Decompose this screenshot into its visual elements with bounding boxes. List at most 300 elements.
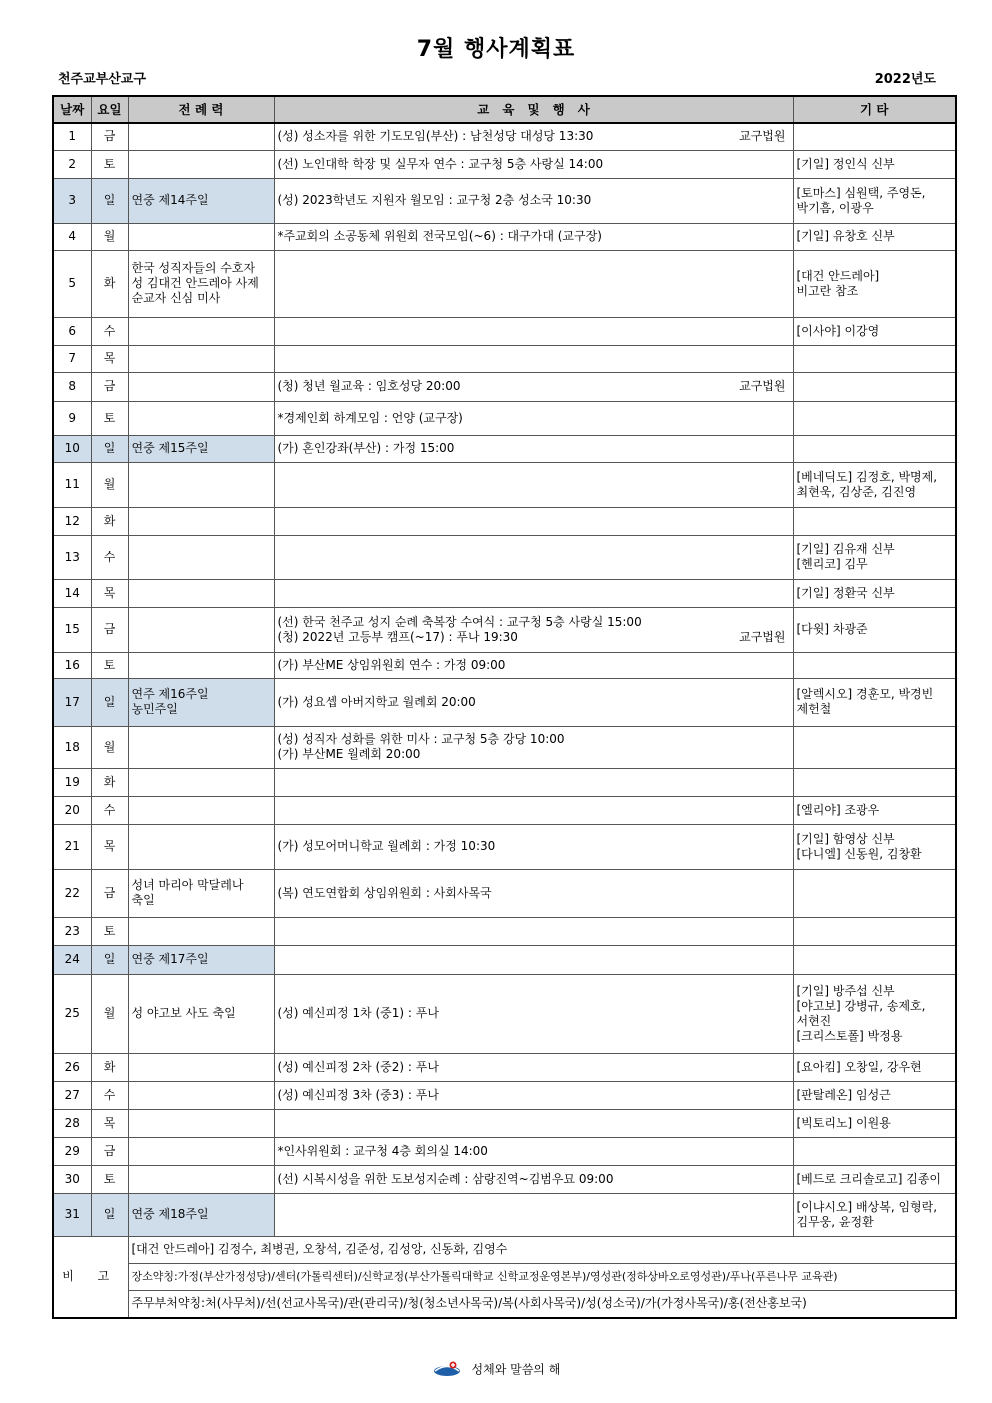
etc-cell (793, 652, 956, 678)
education-cell (274, 223, 793, 250)
etc-cell (793, 435, 956, 462)
event-location-note (786, 747, 790, 762)
etc-line: [다윗] 차광준 (796, 622, 868, 636)
etc-cell (793, 250, 956, 317)
education-cell (274, 652, 793, 678)
schedule-row (53, 768, 956, 796)
date-cell: 21 (53, 824, 91, 869)
header-row (53, 96, 956, 123)
etc-cell (793, 1109, 956, 1137)
date-cell: 16 (53, 652, 91, 678)
etc-line: 비고란 참조 (796, 283, 859, 298)
event-location-note (786, 157, 790, 172)
day-cell: 일 (91, 178, 128, 223)
etc-cell (793, 945, 956, 974)
header-education: 교 육 및 행 사 (274, 96, 793, 123)
etc-line: [기일] 유창호 신부 (796, 229, 895, 243)
date-cell: 12 (53, 507, 91, 535)
education-cell (274, 824, 793, 869)
liturgy-line: 축일 (131, 893, 155, 907)
etc-line: [헨리코] 김무 (796, 557, 868, 571)
education-cell (274, 1081, 793, 1109)
schedule-row (53, 317, 956, 345)
schedule-row (53, 579, 956, 607)
day-cell: 금 (91, 123, 128, 150)
liturgy-line: 성 야고보 사도 축일 (131, 1006, 236, 1020)
date-cell: 30 (53, 1165, 91, 1193)
liturgy-line: 순교자 신심 미사 (131, 291, 221, 305)
etc-cell (793, 401, 956, 435)
date-cell: 28 (53, 1109, 91, 1137)
liturgy-cell (128, 535, 274, 579)
etc-cell (793, 123, 956, 150)
day-cell: 토 (91, 401, 128, 435)
event-line (278, 129, 790, 144)
liturgy-cell (128, 1081, 274, 1109)
education-cell (274, 607, 793, 652)
event-text: (성) 성직자 성화를 위한 미사 : 교구청 5층 강당 10:00 (277, 732, 565, 746)
liturgy-cell (128, 1053, 274, 1081)
date-cell: 19 (53, 768, 91, 796)
schedule-row (53, 435, 956, 462)
etc-line: [알렉시오] 경훈모, 박경빈 (796, 687, 934, 701)
education-cell (274, 1165, 793, 1193)
organization-name: 천주교부산교구 (58, 72, 146, 87)
date-cell: 18 (53, 726, 91, 768)
day-cell: 토 (91, 150, 128, 178)
liturgy-cell (128, 652, 274, 678)
remarks-section (53, 1236, 956, 1318)
etc-line: [베네딕도] 김정호, 박명제, (796, 469, 938, 484)
event-line (278, 658, 790, 673)
event-line (278, 1144, 790, 1159)
schedule-row (53, 1137, 956, 1165)
education-cell (274, 178, 793, 223)
etc-line: [크리스토폴] 박정용 (796, 1028, 903, 1043)
day-cell: 목 (91, 824, 128, 869)
event-text: *경제인회 하계모임 : 언양 (교구장) (277, 410, 463, 425)
event-location-note (786, 1088, 790, 1103)
liturgy-cell (128, 250, 274, 317)
education-cell (274, 535, 793, 579)
liturgy-cell (128, 579, 274, 607)
liturgy-line: 연중 제15주일 (131, 441, 209, 455)
liturgy-line: 한국 성직자들의 수호자 (131, 261, 256, 275)
date-cell: 6 (53, 317, 91, 345)
event-location-note (786, 615, 790, 630)
event-line (278, 1006, 790, 1021)
day-cell: 화 (91, 507, 128, 535)
event-line (278, 1088, 790, 1103)
footer (0, 1360, 992, 1378)
etc-cell (793, 726, 956, 768)
education-cell (274, 796, 793, 824)
day-cell: 금 (91, 607, 128, 652)
header-liturgy: 전 례 력 (128, 96, 274, 123)
schedule-row (53, 607, 956, 652)
event-text: (선) 시복시성을 위한 도보성지순례 : 삼랑진역~김범우묘 09:00 (277, 1171, 614, 1186)
day-cell: 월 (91, 974, 128, 1053)
liturgy-cell (128, 768, 274, 796)
schedule-row (53, 345, 956, 372)
event-location-note (786, 411, 790, 426)
date-cell: 29 (53, 1137, 91, 1165)
event-text: *인사위원회 : 교구청 4층 회의실 14:00 (277, 1143, 488, 1158)
schedule-row (53, 1081, 956, 1109)
liturgy-cell (128, 435, 274, 462)
event-line (278, 193, 790, 208)
education-cell (274, 462, 793, 507)
event-text: (성) 2023학년도 지원자 월모임 : 교구청 2층 성소국 10:30 (277, 193, 592, 207)
day-cell: 수 (91, 535, 128, 579)
etc-line: [베드로 크리솔로고] 김종이 (796, 1171, 942, 1186)
event-text: (가) 성요셉 아버지학교 월례회 20:00 (277, 694, 476, 709)
schedule-row (53, 507, 956, 535)
etc-line: [이냐시오] 배상복, 임형락, (796, 1199, 938, 1214)
education-cell (274, 1109, 793, 1137)
date-cell: 10 (53, 435, 91, 462)
etc-cell (793, 796, 956, 824)
etc-line: [다니엘] 신동원, 김창환 (796, 846, 922, 861)
date-cell: 3 (53, 178, 91, 223)
day-cell: 금 (91, 1137, 128, 1165)
date-cell: 4 (53, 223, 91, 250)
date-cell: 1 (53, 123, 91, 150)
event-text: (성) 예신피정 3차 (중3) : 푸나 (277, 1087, 439, 1102)
day-cell: 수 (91, 796, 128, 824)
remark-row (53, 1290, 956, 1318)
schedule-row (53, 726, 956, 768)
date-cell: 9 (53, 401, 91, 435)
date-cell: 17 (53, 678, 91, 726)
education-cell (274, 372, 793, 401)
date-cell: 8 (53, 372, 91, 401)
liturgy-cell (128, 1109, 274, 1137)
etc-cell (793, 372, 956, 401)
etc-cell (793, 150, 956, 178)
event-line (278, 157, 790, 172)
etc-cell (793, 607, 956, 652)
liturgy-line: 성녀 마리아 막달레나 (131, 878, 244, 892)
liturgy-line: 연주 제16주일 (131, 687, 209, 701)
schedule-row (53, 1165, 956, 1193)
day-cell: 목 (91, 579, 128, 607)
education-cell (274, 1193, 793, 1236)
event-text: (가) 부산ME 상임위원회 연수 : 가정 09:00 (277, 657, 506, 672)
education-cell (274, 317, 793, 345)
date-cell: 7 (53, 345, 91, 372)
event-location-note (786, 193, 790, 208)
etc-cell (793, 1165, 956, 1193)
liturgy-cell (128, 607, 274, 652)
event-text: (성) 예신피정 1차 (중1) : 푸나 (277, 1006, 439, 1020)
education-cell (274, 1053, 793, 1081)
event-text: (선) 노인대학 학장 및 실무자 연수 : 교구청 5층 사랑실 14:00 (277, 156, 604, 171)
day-cell: 월 (91, 726, 128, 768)
event-location-note (786, 886, 790, 901)
etc-cell (793, 869, 956, 917)
education-cell (274, 507, 793, 535)
etc-cell (793, 462, 956, 507)
liturgy-cell (128, 917, 274, 945)
education-cell (274, 150, 793, 178)
date-cell: 11 (53, 462, 91, 507)
etc-line: [야고보] 강병규, 송제호, (796, 998, 926, 1013)
jubilee-logo-icon (432, 1360, 462, 1378)
etc-line: [대건 안드레아] (796, 268, 880, 283)
etc-cell (793, 178, 956, 223)
remark-line: 주무부처약칭:처(사무처)/선(선교사목국)/관(관리국)/청(청소년사목국)/복(사회사목국)/성(성소국)/가(가정사목국)/홍(전산홍보국) (128, 1290, 956, 1318)
education-cell (274, 579, 793, 607)
etc-cell (793, 824, 956, 869)
liturgy-cell (128, 317, 274, 345)
schedule-body (53, 123, 956, 1236)
event-line (278, 441, 790, 456)
event-location-note (786, 658, 790, 673)
etc-cell (793, 1053, 956, 1081)
event-location-note: 교구법원 (739, 129, 786, 144)
date-cell: 31 (53, 1193, 91, 1236)
event-line (278, 411, 790, 426)
schedule-row (53, 462, 956, 507)
liturgy-line: 성 김대건 안드레아 사제 (131, 276, 259, 290)
event-line (278, 886, 790, 901)
event-text: (가) 성모어머니학교 월례회 : 가정 10:30 (277, 839, 496, 853)
etc-cell (793, 974, 956, 1053)
education-cell (274, 123, 793, 150)
day-cell: 일 (91, 1193, 128, 1236)
event-location-note (786, 732, 790, 747)
education-cell (274, 768, 793, 796)
education-cell (274, 250, 793, 317)
etc-line: 제헌철 (796, 702, 832, 716)
schedule-row (53, 945, 956, 974)
liturgy-cell (128, 150, 274, 178)
schedule-row (53, 250, 956, 317)
liturgy-cell (128, 507, 274, 535)
etc-cell (793, 345, 956, 372)
event-location-note: 교구법원 (739, 629, 786, 644)
etc-line: [기일] 방주섭 신부 (796, 983, 895, 998)
event-line (278, 1060, 790, 1075)
date-cell: 5 (53, 250, 91, 317)
etc-line: 최현욱, 김상준, 김진영 (796, 484, 917, 499)
liturgy-line: 농민주일 (131, 702, 178, 716)
education-cell (274, 401, 793, 435)
liturgy-cell (128, 1137, 274, 1165)
etc-line: 김무웅, 윤정환 (796, 1214, 874, 1229)
day-cell: 수 (91, 317, 128, 345)
liturgy-line: 연중 제18주일 (131, 1207, 209, 1221)
event-text: (청) 2022년 고등부 캠프(~17) : 푸나 19:30 (277, 629, 518, 644)
schedule-row (53, 535, 956, 579)
remarks-label: 비 고 (53, 1236, 128, 1318)
event-line (278, 1172, 790, 1187)
day-cell: 일 (91, 678, 128, 726)
event-text: (선) 한국 천주교 성지 순례 축복장 수여식 : 교구청 5층 사랑실 15:00 (277, 614, 642, 629)
liturgy-cell (128, 869, 274, 917)
etc-line: [엘리야] 조광우 (796, 802, 880, 817)
event-line (278, 229, 790, 244)
schedule-row (53, 917, 956, 945)
event-text: (청) 청년 월교육 : 임호성당 20:00 (277, 379, 461, 393)
schedule-row (53, 123, 956, 150)
schedule-row (53, 1193, 956, 1236)
education-cell (274, 435, 793, 462)
etc-cell (793, 917, 956, 945)
date-cell: 13 (53, 535, 91, 579)
event-text: (성) 예신피정 2차 (중2) : 푸나 (277, 1059, 439, 1074)
schedule-row (53, 372, 956, 401)
schedule-row (53, 150, 956, 178)
header-date: 날짜 (53, 96, 91, 123)
etc-cell (793, 1137, 956, 1165)
date-cell: 25 (53, 974, 91, 1053)
etc-line: [기일] 정환국 신부 (796, 585, 895, 600)
day-cell: 금 (91, 372, 128, 401)
education-cell (274, 974, 793, 1053)
schedule-row (53, 652, 956, 678)
day-cell: 일 (91, 945, 128, 974)
liturgy-cell (128, 345, 274, 372)
etc-cell (793, 317, 956, 345)
event-text: *주교회의 소공동체 위원회 전국모임(~6) : 대구가대 (교구장) (277, 229, 602, 243)
schedule-row (53, 824, 956, 869)
event-line (278, 732, 790, 747)
etc-cell (793, 678, 956, 726)
event-text: (복) 연도연합회 상임위원회 : 사회사목국 (277, 885, 492, 900)
etc-cell (793, 579, 956, 607)
schedule-row (53, 796, 956, 824)
event-line (278, 630, 790, 645)
day-cell: 화 (91, 1053, 128, 1081)
etc-line: [요아킴] 오창일, 강우현 (796, 1059, 922, 1074)
header-day: 요일 (91, 96, 128, 123)
education-cell (274, 945, 793, 974)
date-cell: 26 (53, 1053, 91, 1081)
liturgy-cell (128, 824, 274, 869)
liturgy-cell (128, 1193, 274, 1236)
education-cell (274, 345, 793, 372)
schedule-row (53, 974, 956, 1053)
liturgy-cell (128, 796, 274, 824)
schedule-row (53, 869, 956, 917)
liturgy-cell (128, 1165, 274, 1193)
schedule-row (53, 178, 956, 223)
date-cell: 23 (53, 917, 91, 945)
liturgy-cell (128, 123, 274, 150)
event-location-note (786, 1144, 790, 1159)
liturgy-cell (128, 372, 274, 401)
date-cell: 22 (53, 869, 91, 917)
liturgy-cell (128, 178, 274, 223)
header-etc: 기 타 (793, 96, 956, 123)
etc-line: 서현진 (796, 1013, 832, 1028)
etc-line: [기일] 김유재 신부 (796, 542, 895, 556)
event-location-note: 교구법원 (739, 379, 786, 393)
liturgy-line: 연중 제17주일 (131, 952, 209, 966)
event-text: (가) 혼인강좌(부산) : 가정 15:00 (277, 441, 455, 455)
year-label: 2022년도 (874, 72, 936, 87)
liturgy-cell (128, 974, 274, 1053)
event-line (278, 695, 790, 710)
education-cell (274, 678, 793, 726)
etc-cell (793, 1193, 956, 1236)
day-cell: 화 (91, 250, 128, 317)
etc-line: [이사야] 이강영 (796, 323, 880, 338)
liturgy-cell (128, 462, 274, 507)
liturgy-cell (128, 726, 274, 768)
footer-text: 성체와 말씀의 해 (471, 1362, 561, 1377)
date-cell: 20 (53, 796, 91, 824)
education-cell (274, 726, 793, 768)
education-cell (274, 1137, 793, 1165)
etc-line: [빅토리노] 이원용 (796, 1115, 891, 1130)
schedule-row (53, 1053, 956, 1081)
liturgy-cell (128, 401, 274, 435)
education-cell (274, 869, 793, 917)
schedule-row (53, 678, 956, 726)
day-cell: 화 (91, 768, 128, 796)
day-cell: 목 (91, 345, 128, 372)
event-location-note (786, 441, 790, 456)
date-cell: 2 (53, 150, 91, 178)
liturgy-cell (128, 223, 274, 250)
event-location-note (786, 1006, 790, 1021)
schedule-row (53, 401, 956, 435)
day-cell: 금 (91, 869, 128, 917)
page-title: 7월 행사계획표 (416, 37, 576, 62)
event-text: (성) 성소자를 위한 기도모임(부산) : 남천성당 대성당 13:30 (277, 129, 594, 144)
liturgy-cell (128, 945, 274, 974)
remark-row (53, 1263, 956, 1290)
etc-cell (793, 223, 956, 250)
event-location-note (786, 1060, 790, 1075)
etc-line: [기일] 정인식 신부 (796, 156, 895, 171)
day-cell: 일 (91, 435, 128, 462)
date-cell: 15 (53, 607, 91, 652)
remark-row (53, 1236, 956, 1263)
etc-cell (793, 768, 956, 796)
schedule-row (53, 1109, 956, 1137)
day-cell: 토 (91, 1165, 128, 1193)
day-cell: 토 (91, 917, 128, 945)
date-cell: 24 (53, 945, 91, 974)
remark-line: 장소약칭:가정(부산가정성당)/센터(가톨릭센터)/신학교정(부산가톨릭대학교 신학교정운영본부)/영성관(정하상바오로영성관)/푸나(푸른나무 교육관) (128, 1263, 956, 1290)
etc-line: [판탈레온] 임성근 (796, 1087, 891, 1102)
day-cell: 목 (91, 1109, 128, 1137)
day-cell: 월 (91, 223, 128, 250)
date-cell: 27 (53, 1081, 91, 1109)
day-cell: 수 (91, 1081, 128, 1109)
etc-cell (793, 507, 956, 535)
event-location-note (786, 1172, 790, 1187)
event-line (278, 839, 790, 854)
event-location-note (786, 839, 790, 854)
remark-line: [대건 안드레아] 김정수, 최병권, 오창석, 김준성, 김성앙, 신동화, 김영수 (128, 1236, 956, 1263)
event-text: (가) 부산ME 월례회 20:00 (277, 747, 421, 761)
day-cell: 월 (91, 462, 128, 507)
event-line (278, 747, 790, 762)
event-location-note (786, 229, 790, 244)
etc-line: 박기흠, 이광우 (796, 200, 874, 215)
etc-line: [기일] 함영상 신부 (796, 831, 895, 846)
schedule-row (53, 223, 956, 250)
schedule-table (52, 95, 957, 1319)
liturgy-cell (128, 678, 274, 726)
etc-line: [토마스] 심원택, 주영돈, (796, 185, 926, 200)
liturgy-line: 연중 제14주일 (131, 193, 209, 207)
